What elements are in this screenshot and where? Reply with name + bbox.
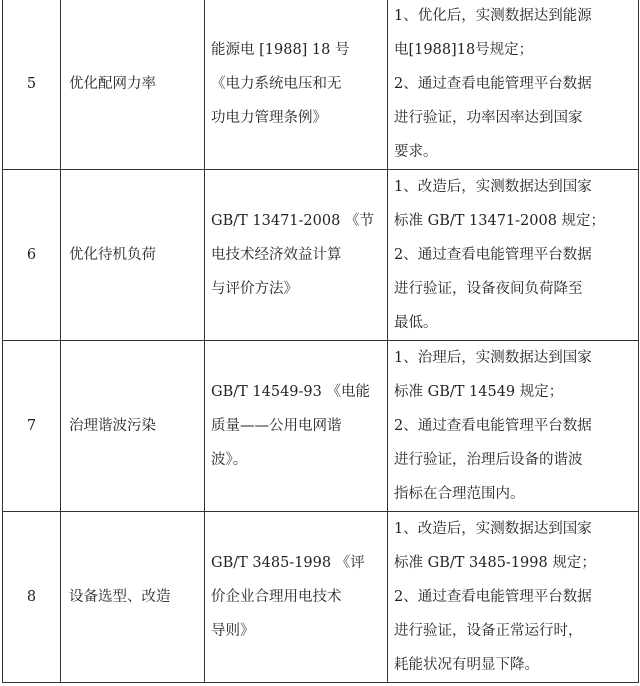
reference-standard bbox=[205, 170, 388, 341]
standard-line: 与评价方法》 bbox=[211, 281, 298, 297]
criteria-line: 标准 GB/T 13471-2008 规定； bbox=[394, 213, 606, 229]
criteria-line: 2、通过查看电能管理平台数据 bbox=[394, 418, 592, 434]
reference-standard bbox=[205, 0, 388, 170]
criteria-line: 1、改造后，实测数据达到国家 bbox=[394, 521, 592, 537]
criteria-line: 标准 GB/T 3485-1998 规定； bbox=[394, 555, 596, 571]
standard-line: 导则》 bbox=[211, 623, 255, 639]
acceptance-criteria bbox=[388, 512, 639, 683]
standard-line: 《电力系统电压和无 bbox=[211, 76, 342, 92]
criteria-line: 1、改造后，实测数据达到国家 bbox=[394, 179, 592, 195]
criteria-line: 进行验证，治理后设备的谐波 bbox=[394, 452, 583, 468]
standard-line: 波》。 bbox=[211, 452, 248, 468]
row-number: 6 bbox=[3, 170, 61, 341]
criteria-line: 1、优化后，实测数据达到能源 bbox=[394, 8, 592, 24]
standard-line: 电技术经济效益计算 bbox=[211, 247, 342, 263]
criteria-line: 进行验证，功率因率达到国家 bbox=[394, 110, 583, 126]
standards-table bbox=[2, 0, 639, 683]
row-number: 7 bbox=[3, 341, 61, 512]
criteria-line: 要求。 bbox=[394, 144, 438, 160]
criteria-line: 耗能状况有明显下降。 bbox=[394, 657, 539, 673]
criteria-line: 电[1988]18号规定； bbox=[394, 42, 534, 58]
standard-line: 能源电 [1988] 18 号 bbox=[211, 42, 350, 58]
table-row bbox=[3, 341, 639, 512]
criteria-line: 指标在合理范围内。 bbox=[394, 486, 525, 502]
criteria-line: 标准 GB/T 14549 规定； bbox=[394, 384, 564, 400]
reference-standard bbox=[205, 512, 388, 683]
table-row bbox=[3, 512, 639, 683]
criteria-line: 2、通过查看电能管理平台数据 bbox=[394, 76, 592, 92]
row-number: 5 bbox=[3, 0, 61, 170]
table-row bbox=[3, 0, 639, 170]
standard-line: GB/T 3485-1998 《评 bbox=[211, 555, 365, 571]
table-body bbox=[3, 0, 639, 683]
row-number: 8 bbox=[3, 512, 61, 683]
criteria-line: 进行验证，设备正常运行时， bbox=[394, 623, 583, 639]
measure-name: 优化配网力率 bbox=[61, 0, 205, 170]
standard-line: 质量——公用电网谐 bbox=[211, 418, 342, 434]
standard-line: 价企业合理用电技术 bbox=[211, 589, 342, 605]
acceptance-criteria bbox=[388, 341, 639, 512]
acceptance-criteria bbox=[388, 0, 639, 170]
criteria-line: 进行验证，设备夜间负荷降至 bbox=[394, 281, 583, 297]
standard-line: GB/T 13471-2008 《节 bbox=[211, 213, 374, 229]
criteria-line: 2、通过查看电能管理平台数据 bbox=[394, 589, 592, 605]
standard-line: GB/T 14549-93 《电能 bbox=[211, 384, 370, 400]
measure-name: 设备选型、改造 bbox=[61, 512, 205, 683]
measure-name: 优化待机负荷 bbox=[61, 170, 205, 341]
reference-standard bbox=[205, 341, 388, 512]
criteria-line: 1、治理后，实测数据达到国家 bbox=[394, 350, 592, 366]
table-row bbox=[3, 170, 639, 341]
measure-name: 治理谐波污染 bbox=[61, 341, 205, 512]
standard-line: 功电力管理条例》 bbox=[211, 110, 327, 126]
criteria-line: 最低。 bbox=[394, 315, 438, 331]
criteria-line: 2、通过查看电能管理平台数据 bbox=[394, 247, 592, 263]
acceptance-criteria bbox=[388, 170, 639, 341]
